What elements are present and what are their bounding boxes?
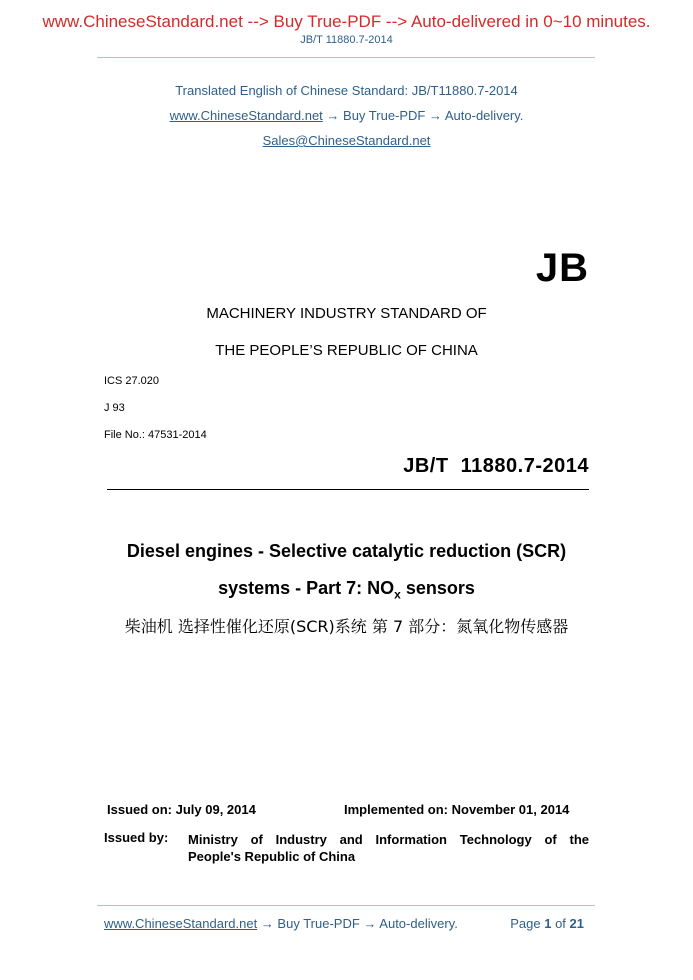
standard-heading-line2: THE PEOPLE’S REPUBLIC OF CHINA: [215, 342, 478, 359]
page-number: 1: [544, 916, 552, 931]
site-link[interactable]: www.ChineseStandard.net: [169, 108, 323, 123]
page-indicator: [490, 916, 584, 931]
standard-heading-line1: MACHINERY INDUSTRY STANDARD OF: [206, 305, 487, 322]
of-label: of: [551, 916, 570, 931]
footer-link-line: [104, 916, 458, 931]
issuer-line1: Ministry of Industry and Information Technology of the: [188, 832, 589, 847]
page-total: 21: [569, 916, 584, 931]
page-label: Page: [510, 916, 545, 931]
title-line1: Diesel engines - Selective catalytic reduction (SCR): [126, 541, 567, 561]
chinese-title: 柴油机 选择性催化还原(SCR)系统 第 7 部分：氮氧化物传感器: [124, 617, 569, 636]
title-line2-suffix: sensors: [400, 578, 475, 598]
footer-site-link[interactable]: www.ChineseStandard.net: [104, 916, 258, 931]
issued-date: Issued on: July 09, 2014: [107, 802, 256, 817]
standard-number: JB/T 11880.7-2014: [403, 455, 589, 477]
ics-code: ICS 27.020: [104, 375, 160, 387]
header-divider: [97, 57, 595, 58]
classification-code: J 93: [104, 402, 125, 414]
title-line2-prefix: systems - Part 7: NO: [218, 578, 395, 598]
sales-email-line: [0, 133, 693, 148]
footer-purchase-text: → Buy True-PDF → Auto-delivery.: [257, 916, 458, 931]
footer-divider: [97, 905, 595, 906]
translation-note: Translated English of Chinese Standard: JB/T11880.7-2014: [175, 83, 518, 98]
translation-purchase-line: [0, 108, 693, 123]
top-banner[interactable]: www.ChineseStandard.net --> Buy True-PDF --> Auto-delivered in 0~10 minutes.: [42, 12, 651, 31]
purchase-text: → Buy True-PDF → Auto-delivery.: [322, 108, 524, 123]
title-line2: [0, 578, 693, 602]
issuer-line2: People's Republic of China: [188, 849, 356, 864]
title-divider: [107, 489, 589, 490]
jb-logo: JB: [535, 246, 589, 290]
file-number: File No.: 47531-2014: [104, 429, 207, 441]
header-standard-code: JB/T 11880.7-2014: [300, 34, 393, 46]
issued-by-label: Issued by:: [104, 830, 169, 845]
title-subscript: x: [394, 587, 401, 602]
sales-email-link[interactable]: Sales@ChineseStandard.net: [262, 133, 431, 148]
implemented-date: Implemented on: November 01, 2014: [344, 802, 570, 817]
